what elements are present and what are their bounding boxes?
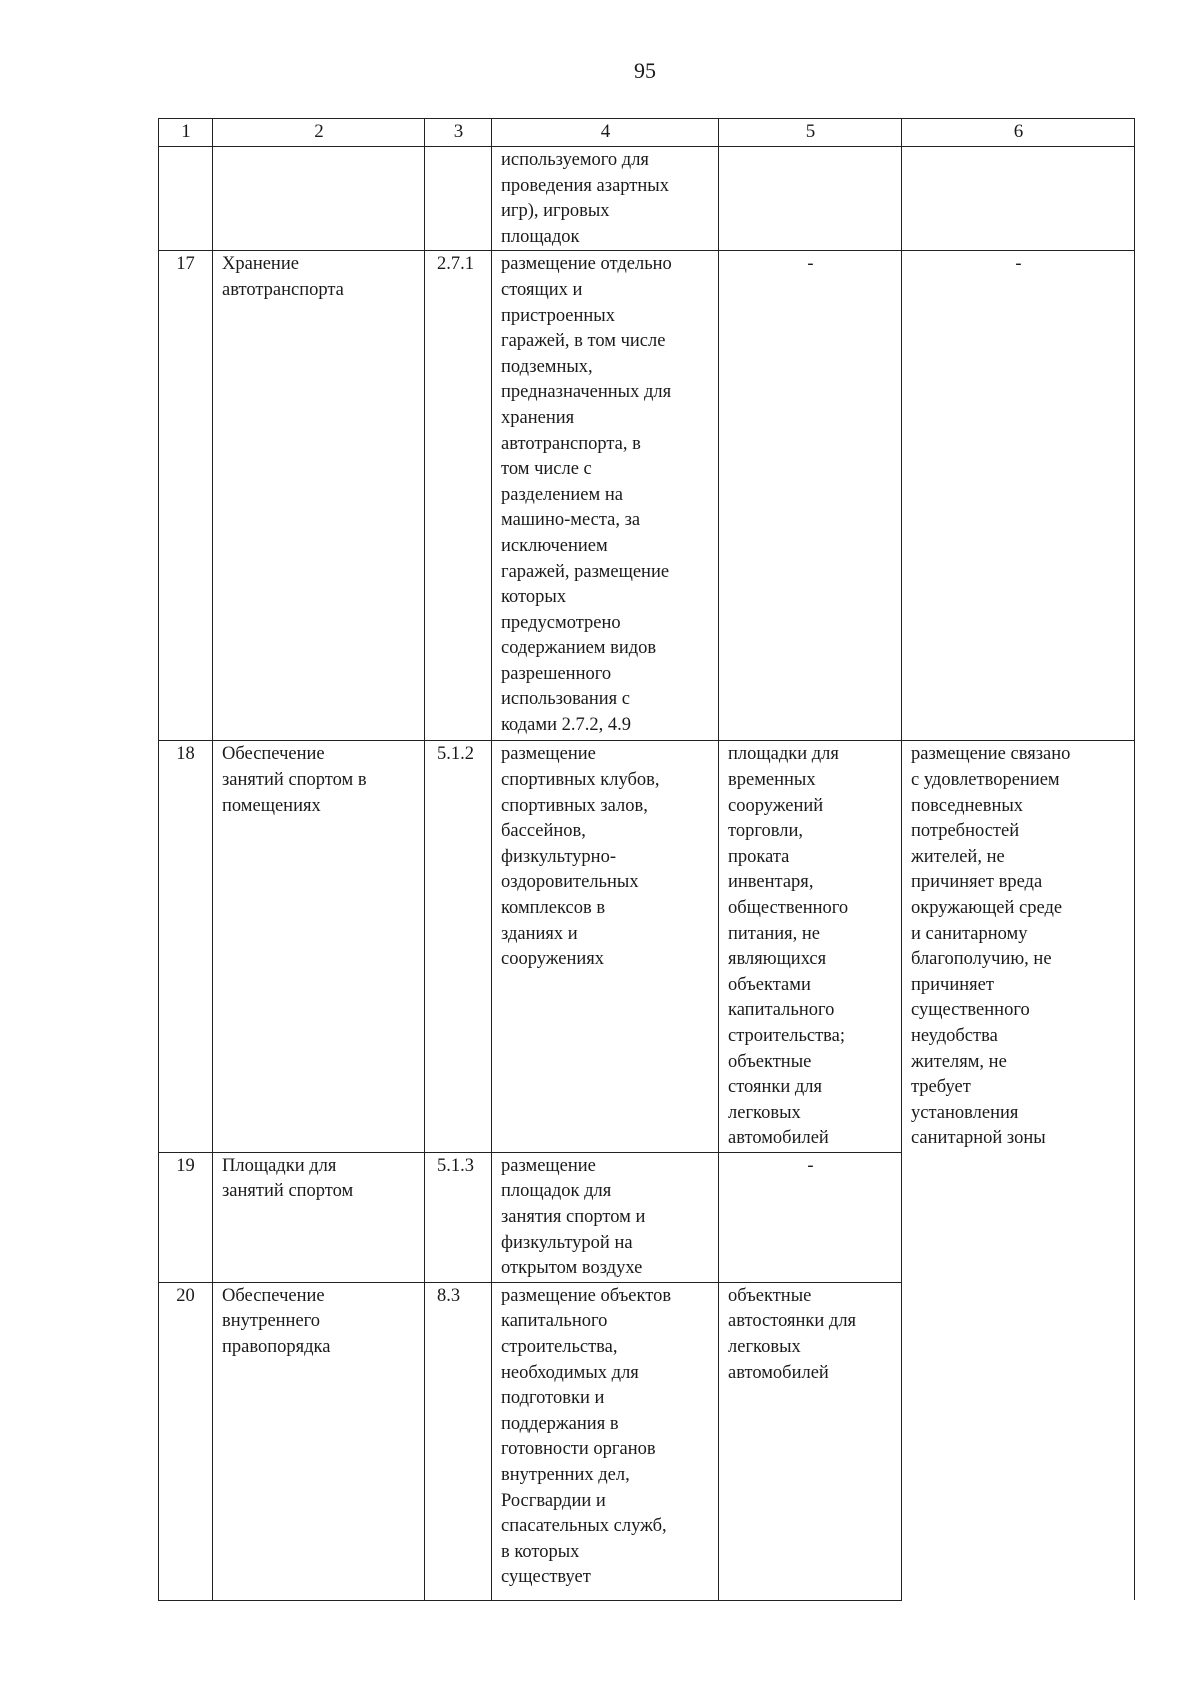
row-number: 20 [159,1282,213,1600]
auxiliary-uses: - [719,251,902,741]
cell-name [213,147,425,251]
land-use-code: 5.1.2 [425,741,492,1153]
cell-col6 [902,147,1135,251]
land-use-description: размещение объектов капитального строительства, необходимых для подготовки и поддержания в готовности органов внутренних дел, Росгвардии и спасательных служб, в которых существует [492,1282,719,1600]
column-header-4: 4 [492,119,719,147]
land-use-code: 8.3 [425,1282,492,1600]
land-use-description: размещение площадок для занятия спортом и физкультурой на открытом воздухе [492,1152,719,1282]
column-header-6: 6 [902,119,1135,147]
table-header-row [159,119,1135,147]
cell-code [425,147,492,251]
auxiliary-uses: площадки для временных сооружений торговли, проката инвентаря, общественного питания, не являющихся объектами капитального строительства; объектные стоянки для легковых автомобилей [719,741,902,1153]
row-number: 18 [159,741,213,1153]
row-number: 17 [159,251,213,741]
auxiliary-uses: - [719,1152,902,1282]
table-row-18 [159,741,1135,1153]
column-header-1: 1 [159,119,213,147]
land-use-name: Хранение автотранспорта [213,251,425,741]
page-number: 95 [634,58,656,83]
land-use-name: Обеспечение занятий спортом в помещениях [213,741,425,1153]
table-row-continuation [159,147,1135,251]
cell-description: используемого для проведения азартных игр), игровых площадок [492,147,719,251]
land-use-description: размещение спортивных клубов, спортивных залов, бассейнов, физкультурно- оздоровительных комплексов в зданиях и сооружениях [492,741,719,1153]
land-use-code: 5.1.3 [425,1152,492,1282]
cell-num [159,147,213,251]
column-header-3: 3 [425,119,492,147]
land-use-table [158,118,1135,1601]
column-header-5: 5 [719,119,902,147]
land-use-description: размещение отдельно стоящих и пристроенных гаражей, в том числе подземных, предназначенных для хранения автотранспорта, в том числе с разделением на машино-места, за исключением гаражей, размещение которых предусмотрено содержанием видов разрешенного использования с кодами 2.7.2, 4.9 [492,251,719,741]
conditions: - [902,251,1135,741]
column-header-2: 2 [213,119,425,147]
land-use-code: 2.7.1 [425,251,492,741]
land-use-name: Площадки для занятий спортом [213,1152,425,1282]
cell-col5 [719,147,902,251]
land-use-name: Обеспечение внутреннего правопорядка [213,1282,425,1600]
row-number: 19 [159,1152,213,1282]
table-row-17 [159,251,1135,741]
auxiliary-uses: объектные автостоянки для легковых автомобилей [719,1282,902,1600]
conditions: размещение связано с удовлетворением повседневных потребностей жителей, не причиняет вреда окружающей среде и санитарному благополучию, не причиняет существенного неудобства жителям, не требует установления санитарной зоны [902,741,1135,1601]
